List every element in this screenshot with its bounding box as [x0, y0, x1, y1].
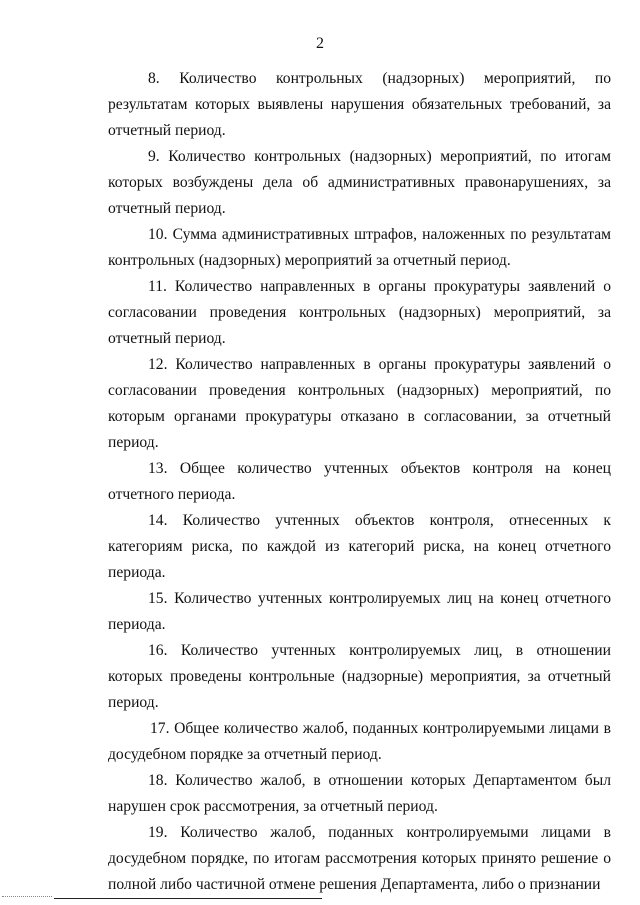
- paragraph-item-18: 18. Количество жалоб, в отношении которых Департаментом был нарушен срок рассмотрения, за отчетный период.: [108, 772, 611, 815]
- paragraph-item-9: 9. Количество контрольных (надзорных) мероприятий, по итогам которых возбуждены дела об административных правонарушениях, за отчетный период.: [108, 148, 611, 217]
- paragraph-item-8: 8. Количество контрольных (надзорных) мероприятий, по результатам которых выявлены нарушения обязательных требований, за отчетный период.: [108, 70, 611, 139]
- paragraph-item-11: 11. Количество направленных в органы прокуратуры заявлений о согласовании проведения контрольных (надзорных) мероприятий, за отчетный период.: [108, 278, 611, 347]
- paragraph-item-13: 13. Общее количество учтенных объектов контроля на конец отчетного периода.: [108, 460, 611, 503]
- paragraph-item-10: 10. Сумма административных штрафов, наложенных по результатам контрольных (надзорных) мероприятий за отчетный период.: [108, 226, 611, 269]
- paragraph-item-19: 19. Количество жалоб, поданных контролируемыми лицами в досудебном порядке, по итогам рассмотрения которых принято решение о полной либо частичной отмене решения Департамента, либо о признании: [108, 824, 611, 893]
- footer-dotted-rule: [2, 896, 52, 897]
- paragraph-item-16: 16. Количество учтенных контролируемых лиц, в отношении которых проведены контрольные (надзорные) мероприятия, за отчетный период.: [108, 642, 611, 711]
- paragraph-item-12: 12. Количество направленных в органы прокуратуры заявлений о согласовании проведения контрольных (надзорных) мероприятий, по которым органами прокуратуры отказано в согласовании, за отчетный период.: [108, 356, 611, 451]
- paragraph-item-14: 14. Количество учтенных объектов контроля, отнесенных к категориям риска, по каждой из категорий риска, на конец отчетного периода.: [108, 512, 611, 581]
- paragraph-item-15: 15. Количество учтенных контролируемых лиц на конец отчетного периода.: [108, 590, 611, 633]
- document-body: [108, 66, 611, 898]
- footer-rule: [54, 898, 322, 899]
- page-number: 2: [316, 35, 324, 52]
- paragraph-item-17: 17. Общее количество жалоб, поданных контролируемыми лицами в досудебном порядке за отчетный период.: [108, 720, 611, 763]
